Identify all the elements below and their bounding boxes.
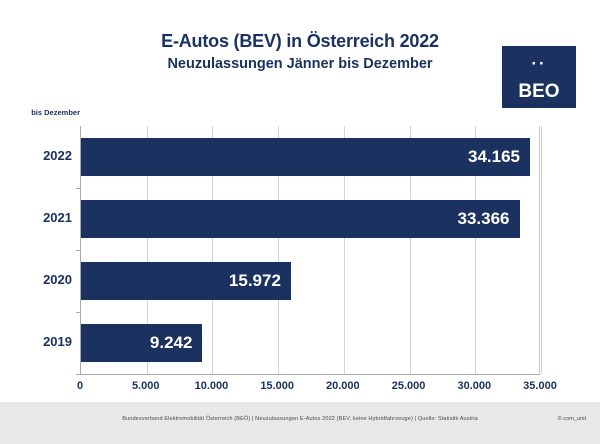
bar-row [81,126,539,188]
x-tick-label: 35.000 [523,380,557,392]
annotation-bis-dezember: bis Dezember [31,108,80,117]
category-label-2019: 2019 [43,334,72,349]
category-label-2022: 2022 [43,148,72,163]
plot-area [80,126,540,374]
category-label-2021: 2021 [43,210,72,225]
bar-row [81,250,539,312]
page-title: E-Autos (BEV) in Österreich 2022 [161,31,439,51]
chart-subtitle: Neuzulassungen Jänner bis Dezember [167,56,433,72]
x-axis-line [80,374,540,375]
bar-row [81,312,539,374]
x-tick-label: 10.000 [194,380,229,392]
bar-2019 [81,324,202,362]
bar-2022 [81,138,530,176]
x-tick-label: 30.000 [457,380,492,392]
bar-value-label: 34.165 [468,147,521,166]
x-tick-label: 0 [76,380,84,392]
footer-source-text: Bundesverband Elektromobilität Österreich (BEÖ) | Neuzulassungen E-Autos 2022 (BEV, keine Hybridfahrzeuge) | Quelle: Statistik Austria [122,416,478,422]
logo-dots-icon: ·· [531,54,547,73]
beo-logo [502,46,576,108]
bar-value-label: 9.242 [149,333,193,352]
x-tick-label: 5.000 [131,380,160,392]
category-label-2020: 2020 [43,272,72,287]
bar-2020 [81,262,291,300]
x-tick-label: 20.000 [326,380,360,392]
bar-2021 [81,200,520,238]
bar-row [81,188,539,250]
x-tick-label: 25.000 [391,380,426,392]
footer-credit-text: © com_unit [557,416,586,422]
x-tick-label: 15.000 [260,380,294,392]
footer-bar [0,402,600,444]
logo-text: BEO [518,81,560,102]
bar-value-label: 15.972 [228,271,281,290]
bar-value-label: 33.366 [457,209,510,228]
gridline [541,126,542,374]
